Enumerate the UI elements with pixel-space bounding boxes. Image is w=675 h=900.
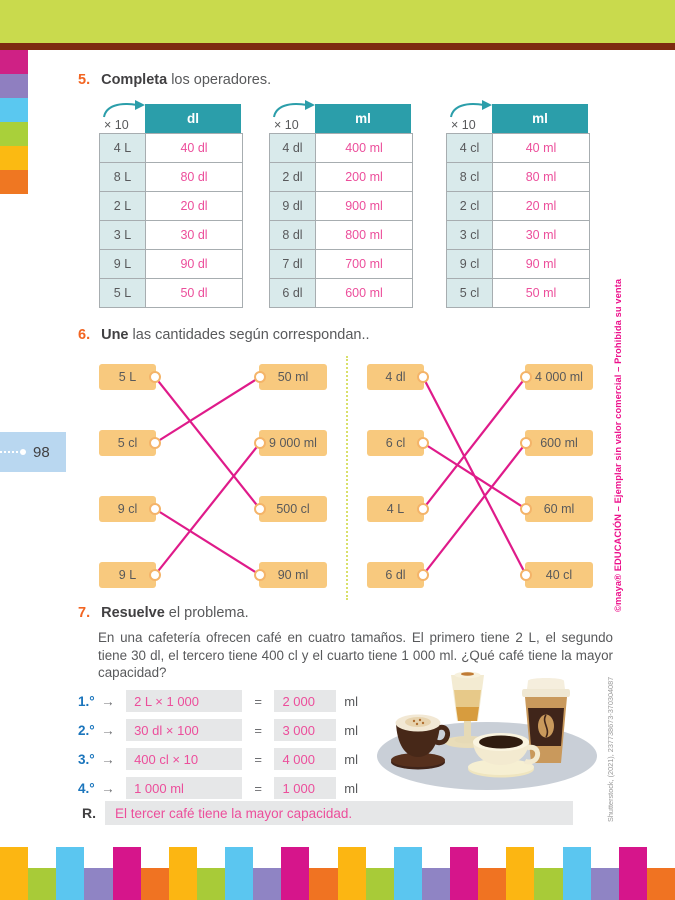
exercise-verb: Resuelve <box>101 605 165 621</box>
exercise-instruction: las cantidades según correspondan.. <box>128 327 370 343</box>
table-body <box>99 133 243 308</box>
answer-cell[interactable]: 80 dl <box>146 163 242 191</box>
source-value-cell: 5 L <box>100 279 146 307</box>
color-bar <box>478 868 506 900</box>
conversion-table-l-to-dl <box>99 100 243 308</box>
answer-cell[interactable]: 200 ml <box>316 163 412 191</box>
table-row <box>270 220 412 249</box>
photo-credit-vertical: Shutterstock, (2021), 237738673-370304087 <box>606 676 615 822</box>
operator-cell <box>446 100 492 133</box>
connector-dot[interactable] <box>520 437 532 449</box>
source-value-cell: 4 L <box>100 134 146 162</box>
source-value-cell: 9 L <box>100 250 146 278</box>
exercise5-header <box>78 72 271 88</box>
color-bar <box>56 847 84 900</box>
match-item-left[interactable] <box>367 364 424 390</box>
arrow-icon: → <box>101 780 115 796</box>
table-row <box>100 249 242 278</box>
table-row <box>447 191 589 220</box>
arrow-icon: → <box>101 693 115 709</box>
answer-cell[interactable]: 20 dl <box>146 192 242 220</box>
match-item-left[interactable] <box>367 562 424 588</box>
table-row <box>447 162 589 191</box>
match-item-left[interactable] <box>367 496 424 522</box>
equals-sign: = <box>254 780 262 796</box>
operator-label: × 10 <box>104 118 129 132</box>
answer-cell[interactable]: 600 ml <box>316 279 412 307</box>
connector-dot[interactable] <box>254 569 266 581</box>
unit-header: dl <box>145 104 241 133</box>
color-bar <box>591 868 619 900</box>
conversion-table-cl-to-ml <box>446 100 590 308</box>
table-row <box>100 278 242 307</box>
color-bar <box>563 847 591 900</box>
table-row <box>100 134 242 162</box>
exercise-number: 6. <box>78 327 91 343</box>
table-body <box>269 133 413 308</box>
page-number-badge <box>0 432 66 472</box>
color-bar <box>169 847 197 900</box>
answer-label: R. <box>82 805 96 821</box>
multiply-arrow-icon <box>271 100 317 118</box>
source-value-cell: 4 cl <box>447 134 493 162</box>
left-color-tabs <box>0 50 28 194</box>
top-green-band <box>0 0 675 43</box>
color-bar <box>309 868 337 900</box>
color-bar <box>84 868 112 900</box>
result-input[interactable]: 3 000 <box>274 719 336 741</box>
match-lines <box>367 360 593 592</box>
exercise-verb: Une <box>101 327 129 343</box>
connector-dot[interactable] <box>149 503 161 515</box>
table-row <box>447 249 589 278</box>
match-item-label: 600 ml <box>540 436 578 450</box>
unit-label: ml <box>344 693 359 709</box>
answer-cell[interactable]: 40 dl <box>146 134 242 162</box>
connector-dot[interactable] <box>417 503 429 515</box>
table-row <box>270 278 412 307</box>
source-value-cell: 9 dl <box>270 192 316 220</box>
source-value-cell: 2 dl <box>270 163 316 191</box>
connector-dot[interactable] <box>417 371 429 383</box>
match-item-right[interactable] <box>525 364 593 390</box>
operator-cell <box>99 100 145 133</box>
color-bar <box>281 847 309 900</box>
match-item-right[interactable] <box>259 496 327 522</box>
source-value-cell: 3 cl <box>447 221 493 249</box>
matching-group-2 <box>367 360 593 592</box>
solution-steps <box>78 690 358 806</box>
match-item-left[interactable] <box>99 562 156 588</box>
match-item-left[interactable] <box>99 496 156 522</box>
match-lines <box>99 360 327 592</box>
color-tab <box>0 122 28 146</box>
table-row <box>447 278 589 307</box>
source-value-cell: 8 cl <box>447 163 493 191</box>
expression-input[interactable]: 2 L × 1 000 <box>126 690 242 712</box>
connector-dot[interactable] <box>520 569 532 581</box>
operator-cell <box>269 100 315 133</box>
table-row <box>270 249 412 278</box>
answer-cell[interactable]: 90 ml <box>493 250 589 278</box>
equals-sign: = <box>254 722 262 738</box>
match-item-right[interactable] <box>259 430 327 456</box>
answer-cell[interactable]: 50 dl <box>146 279 242 307</box>
multiply-arrow-icon <box>101 100 147 118</box>
answer-cell[interactable]: 700 ml <box>316 250 412 278</box>
source-value-cell: 3 L <box>100 221 146 249</box>
match-item-label: 50 ml <box>277 370 309 384</box>
answer-cell[interactable]: 400 ml <box>316 134 412 162</box>
match-item-label: 60 ml <box>543 502 575 516</box>
unit-header: ml <box>315 104 411 133</box>
color-tab <box>0 170 28 194</box>
color-tab <box>0 50 28 74</box>
answer-cell[interactable]: 80 ml <box>493 163 589 191</box>
expression-input[interactable]: 1 000 ml <box>126 777 242 799</box>
unit-label: ml <box>344 722 359 738</box>
table-row <box>270 191 412 220</box>
publisher-notice: – Ejemplar sin valor comercial – Prohibida su venta <box>613 278 623 515</box>
multiply-arrow-icon <box>448 100 494 118</box>
match-item-label: 6 cl <box>385 436 406 450</box>
color-tab <box>0 146 28 170</box>
arrow-icon: → <box>101 751 115 767</box>
connector-dot[interactable] <box>149 371 161 383</box>
color-bar <box>394 847 422 900</box>
expression-input[interactable]: 400 cl × 10 <box>126 748 242 770</box>
publisher-credit-vertical <box>613 280 628 612</box>
match-item-label: 40 cl <box>545 568 573 582</box>
exercise-number: 7. <box>78 605 91 621</box>
source-value-cell: 5 cl <box>447 279 493 307</box>
table-row <box>270 162 412 191</box>
answer-cell[interactable]: 90 dl <box>146 250 242 278</box>
match-item-right[interactable] <box>259 562 327 588</box>
color-bar <box>197 868 225 900</box>
ordinal-label: 3.° <box>78 751 95 767</box>
match-item-label: 500 cl <box>276 502 310 516</box>
match-item-right[interactable] <box>525 562 593 588</box>
table-body <box>446 133 590 308</box>
source-value-cell: 6 dl <box>270 279 316 307</box>
match-item-label: 9 000 ml <box>269 436 317 450</box>
source-value-cell: 2 L <box>100 192 146 220</box>
color-bar <box>534 868 562 900</box>
connector-dot[interactable] <box>417 437 429 449</box>
solution-step-row <box>78 748 358 770</box>
connector-dot[interactable] <box>149 437 161 449</box>
answer-cell[interactable]: 30 dl <box>146 221 242 249</box>
matching-group-1 <box>99 360 327 592</box>
unit-header: ml <box>492 104 588 133</box>
color-bar <box>253 868 281 900</box>
connector-dot[interactable] <box>520 371 532 383</box>
match-item-label: 5 cl <box>117 436 138 450</box>
equals-sign: = <box>254 693 262 709</box>
connector-dot[interactable] <box>417 569 429 581</box>
match-item-label: 9 cl <box>117 502 138 516</box>
answer-cell[interactable]: 20 ml <box>493 192 589 220</box>
publisher-brand: ©maya® EDUCACIÓN <box>613 514 623 612</box>
color-bar <box>141 868 169 900</box>
connector-dot[interactable] <box>149 569 161 581</box>
coffee-cups-illustration <box>375 668 600 795</box>
exercise-instruction: el problema. <box>164 605 249 621</box>
conversion-table-dl-to-ml <box>269 100 413 308</box>
match-item-right[interactable] <box>259 364 327 390</box>
solution-step-row <box>78 690 358 712</box>
exercise7-header <box>78 605 249 621</box>
operator-label: × 10 <box>274 118 299 132</box>
color-tab <box>0 74 28 98</box>
connector-dot[interactable] <box>520 503 532 515</box>
color-bar <box>506 847 534 900</box>
exercise-verb: Completa <box>101 72 168 88</box>
equals-sign: = <box>254 751 262 767</box>
solution-step-row <box>78 719 358 741</box>
match-item-label: 9 L <box>118 568 137 582</box>
match-item-label: 4 L <box>386 502 405 516</box>
exercise6-header <box>78 327 370 343</box>
color-bar <box>647 868 675 900</box>
match-item-left[interactable] <box>99 364 156 390</box>
table-row <box>100 220 242 249</box>
unit-label: ml <box>344 751 359 767</box>
answer-cell[interactable]: 40 ml <box>493 134 589 162</box>
table-row <box>100 191 242 220</box>
ordinal-label: 2.° <box>78 722 95 738</box>
answer-cell[interactable]: 30 ml <box>493 221 589 249</box>
match-item-left[interactable] <box>99 430 156 456</box>
answer-input[interactable]: El tercer café tiene la mayor capacidad. <box>105 801 573 825</box>
answer-cell[interactable]: 800 ml <box>316 221 412 249</box>
source-value-cell: 4 dl <box>270 134 316 162</box>
source-value-cell: 8 L <box>100 163 146 191</box>
table-row <box>270 134 412 162</box>
source-value-cell: 8 dl <box>270 221 316 249</box>
page-number: 98 <box>33 443 50 461</box>
ordinal-label: 4.° <box>78 780 95 796</box>
table-row <box>100 162 242 191</box>
source-value-cell: 2 cl <box>447 192 493 220</box>
bottom-color-bars <box>0 847 675 900</box>
match-item-label: 6 dl <box>385 568 406 582</box>
match-item-right[interactable] <box>525 430 593 456</box>
match-item-left[interactable] <box>367 430 424 456</box>
exercise-number: 5. <box>78 72 91 88</box>
unit-label: ml <box>344 780 359 796</box>
match-item-label: 90 ml <box>277 568 309 582</box>
table-row <box>447 220 589 249</box>
operator-label: × 10 <box>451 118 476 132</box>
table-row <box>447 134 589 162</box>
color-tab <box>0 98 28 122</box>
ordinal-label: 1.° <box>78 693 95 709</box>
match-item-label: 4 000 ml <box>535 370 583 384</box>
result-input[interactable]: 4 000 <box>274 748 336 770</box>
result-input[interactable]: 2 000 <box>274 690 336 712</box>
color-bar <box>113 847 141 900</box>
result-input[interactable]: 1 000 <box>274 777 336 799</box>
maroon-rule <box>0 43 675 50</box>
solution-step-row <box>78 777 358 799</box>
connector-dot[interactable] <box>254 437 266 449</box>
match-item-label: 5 L <box>118 370 137 384</box>
arrow-icon: → <box>101 722 115 738</box>
exercise-instruction: los operadores. <box>167 72 272 88</box>
color-bar <box>450 847 478 900</box>
color-bar <box>0 847 28 900</box>
color-bar <box>28 868 56 900</box>
answer-cell[interactable]: 900 ml <box>316 192 412 220</box>
expression-input[interactable]: 30 dl × 100 <box>126 719 242 741</box>
dotted-divider <box>346 356 348 600</box>
color-bar <box>338 847 366 900</box>
leader-dot <box>20 449 26 455</box>
problem-statement: En una cafetería ofrecen café en cuatro tamaños. El primero tiene 2 L, el segundo tiene 30 dl, el tercero tiene 400 cl y el cuarto tiene 1 000 ml. ¿Qué café tiene la mayor capacidad? <box>98 630 613 680</box>
source-value-cell: 7 dl <box>270 250 316 278</box>
match-item-right[interactable] <box>525 496 593 522</box>
color-bar <box>422 868 450 900</box>
source-value-cell: 9 cl <box>447 250 493 278</box>
final-answer-row <box>82 801 573 825</box>
connector-dot[interactable] <box>254 503 266 515</box>
dotted-leader <box>0 451 18 453</box>
color-bar <box>225 847 253 900</box>
answer-cell[interactable]: 50 ml <box>493 279 589 307</box>
connector-dot[interactable] <box>254 371 266 383</box>
match-item-label: 4 dl <box>385 370 406 384</box>
color-bar <box>366 868 394 900</box>
color-bar <box>619 847 647 900</box>
